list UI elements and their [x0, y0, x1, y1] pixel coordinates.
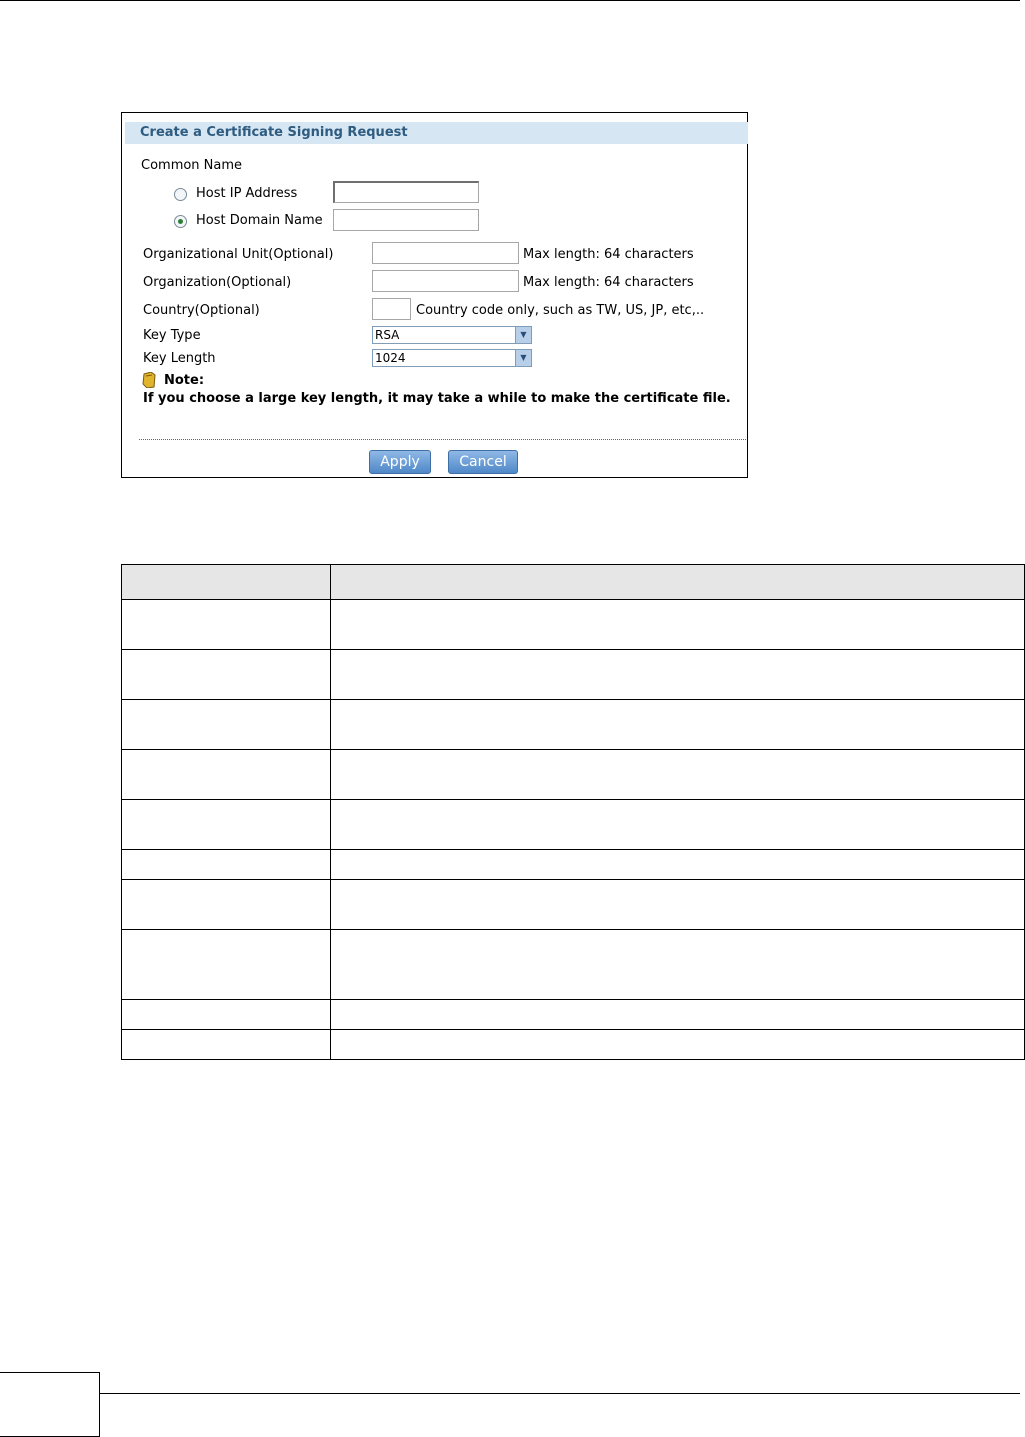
table-cell — [331, 1030, 1025, 1060]
org-hint: Max length: 64 characters — [523, 275, 694, 290]
key-length-label: Key Length — [143, 351, 216, 366]
country-hint: Country code only, such as TW, US, JP, etc,.. — [416, 303, 705, 318]
table-row — [122, 1030, 1025, 1060]
table-row — [122, 850, 1025, 880]
table-row — [122, 700, 1025, 750]
host-ip-label: Host IP Address — [196, 186, 298, 201]
table-row — [122, 650, 1025, 700]
table-cell — [331, 1000, 1025, 1030]
table-cell — [122, 930, 331, 1000]
table-cell — [122, 850, 331, 880]
country-label: Country(Optional) — [143, 303, 260, 318]
host-domain-label: Host Domain Name — [196, 213, 323, 228]
table-cell — [122, 700, 331, 750]
description-table — [121, 564, 1025, 1060]
footer-rule — [100, 1393, 1020, 1394]
table-cell — [122, 800, 331, 850]
table-cell — [122, 750, 331, 800]
table-row — [122, 800, 1025, 850]
org-unit-input[interactable] — [372, 242, 519, 264]
host-ip-radio[interactable] — [174, 188, 187, 201]
table-cell — [331, 880, 1025, 930]
org-label: Organization(Optional) — [143, 275, 292, 290]
table-header-cell — [122, 565, 331, 600]
table-cell — [331, 700, 1025, 750]
table-row — [122, 1000, 1025, 1030]
table-header-cell — [331, 565, 1025, 600]
key-length-value: 1024 — [375, 351, 406, 365]
chevron-down-icon[interactable]: ▼ — [515, 350, 531, 366]
csr-dialog — [121, 112, 748, 478]
table-cell — [331, 600, 1025, 650]
key-type-value: RSA — [375, 328, 400, 342]
table-cell — [331, 850, 1025, 880]
note-text: If you choose a large key length, it may take a while to make the certificate file. — [143, 391, 731, 406]
table-header-row — [122, 565, 1025, 600]
country-input[interactable] — [372, 298, 411, 320]
host-domain-radio[interactable] — [174, 215, 187, 228]
note-label: Note: — [164, 373, 205, 388]
page-number-box — [0, 1372, 100, 1437]
top-rule — [0, 0, 1020, 1]
key-length-select[interactable] — [372, 349, 532, 367]
org-input[interactable] — [372, 270, 519, 292]
table-row — [122, 600, 1025, 650]
org-unit-hint: Max length: 64 characters — [523, 247, 694, 262]
table-cell — [331, 800, 1025, 850]
org-unit-label: Organizational Unit(Optional) — [143, 247, 334, 262]
host-domain-input[interactable] — [333, 209, 479, 231]
table-cell — [122, 880, 331, 930]
table-cell — [331, 750, 1025, 800]
cancel-button[interactable]: Cancel — [448, 450, 518, 474]
table-row — [122, 750, 1025, 800]
divider — [139, 439, 746, 440]
key-type-label: Key Type — [143, 328, 201, 343]
note-icon — [142, 372, 157, 388]
key-type-select[interactable] — [372, 326, 532, 344]
table-cell — [331, 930, 1025, 1000]
table-cell — [122, 1030, 331, 1060]
chevron-down-icon[interactable]: ▼ — [515, 327, 531, 343]
table-row — [122, 930, 1025, 1000]
table-row — [122, 880, 1025, 930]
table-cell — [122, 600, 331, 650]
table-cell — [122, 1000, 331, 1030]
apply-button[interactable]: Apply — [369, 450, 431, 474]
table-cell — [122, 650, 331, 700]
host-ip-input[interactable] — [333, 181, 479, 203]
dialog-title: Create a Certificate Signing Request — [125, 122, 748, 144]
table-cell — [331, 650, 1025, 700]
common-name-label: Common Name — [141, 158, 243, 173]
